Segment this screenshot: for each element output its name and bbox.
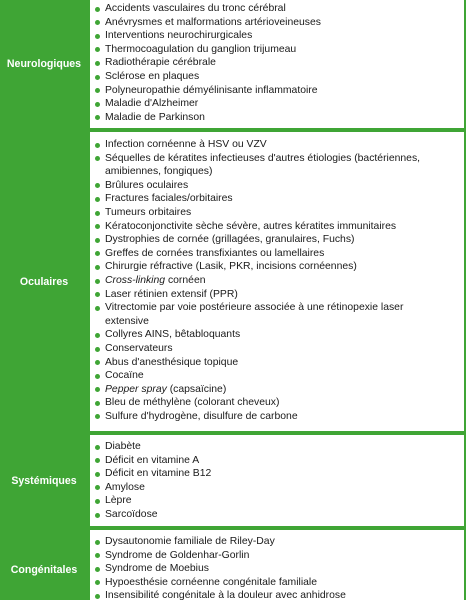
- list-item: Dysautonomie familiale de Riley-Day: [95, 535, 460, 549]
- italic-term: Cross-linking: [105, 274, 166, 286]
- list-item: Abus d'anesthésique topique: [95, 356, 460, 370]
- list-item: Insensibilité congénitale à la douleur avec anhidrose: [95, 589, 460, 600]
- category-label: Neurologiques: [0, 0, 88, 128]
- list-item: Cocaïne: [95, 369, 460, 383]
- section-neurologiques: [0, 0, 466, 128]
- category-label: Systémiques: [0, 435, 88, 526]
- list-item-text: cornéen: [167, 274, 206, 286]
- list-item: Laser rétinien extensif (PPR): [95, 288, 460, 302]
- category-items: [88, 132, 466, 431]
- category-items: [88, 0, 466, 128]
- list-item: Sulfure d'hydrogène, disulfure de carbone: [95, 410, 460, 424]
- list-item: Sclérose en plaques: [95, 70, 460, 84]
- list-item: Maladie de Parkinson: [95, 111, 460, 125]
- list-item: Déficit en vitamine B12: [95, 467, 460, 481]
- list-item: [95, 301, 460, 328]
- list-item: Hypoesthésie cornéenne congénitale familiale: [95, 576, 460, 590]
- section-systemiques: [0, 435, 466, 526]
- list-item: Kératoconjonctivite sèche sévère, autres kératites immunitaires: [95, 220, 460, 234]
- list-item: Syndrome de Goldenhar-Gorlin: [95, 549, 460, 563]
- list-item: Anévrysmes et malformations artérioveineuses: [95, 16, 460, 30]
- list-item-line: extensive: [105, 315, 149, 327]
- list-item: Dystrophies de cornée (grillagées, granulaires, Fuchs): [95, 233, 460, 247]
- section-oculaires: [0, 132, 466, 431]
- italic-term: Pepper spray: [105, 383, 167, 395]
- list-item: Brûlures oculaires: [95, 179, 460, 193]
- list-item: Lèpre: [95, 494, 460, 508]
- list-item: Interventions neurochirurgicales: [95, 29, 460, 43]
- list-item: Greffes de cornées transfixiantes ou lamellaires: [95, 247, 460, 261]
- list-item-line: Séquelles de kératites infectieuses d'autres étiologies (bactériennes,: [105, 152, 421, 164]
- list-item: Maladie d'Alzheimer: [95, 97, 460, 111]
- list-item: Chirurgie réfractive (Lasik, PKR, incisions cornéennes): [95, 260, 460, 274]
- list-item: Syndrome de Moebius: [95, 562, 460, 576]
- list-item: Sarcoïdose: [95, 508, 460, 522]
- list-item-line: Vitrectomie par voie postérieure associée à une rétinopexie laser: [105, 302, 404, 314]
- list-item: [95, 383, 460, 397]
- list-item: Amylose: [95, 481, 460, 495]
- list-item: Fractures faciales/orbitaires: [95, 192, 460, 206]
- list-item: Thermocoagulation du ganglion trijumeau: [95, 43, 460, 57]
- list-item: [95, 152, 460, 179]
- list-item: Infection cornéenne à HSV ou VZV: [95, 138, 460, 152]
- category-items: [88, 435, 466, 526]
- list-item: Collyres AINS, bêtabloquants: [95, 328, 460, 342]
- list-item: Radiothérapie cérébrale: [95, 56, 460, 70]
- category-label: Oculaires: [0, 132, 88, 431]
- list-item: Conservateurs: [95, 342, 460, 356]
- section-congenitales: [0, 530, 466, 600]
- list-item: Diabète: [95, 440, 460, 454]
- list-item: Accidents vasculaires du tronc cérébral: [95, 2, 460, 16]
- list-item-line: amibiennes, fongiques): [105, 166, 213, 178]
- list-item: Polyneuropathie démyélinisante inflammatoire: [95, 84, 460, 98]
- list-item: [95, 274, 460, 288]
- list-item: Déficit en vitamine A: [95, 454, 460, 468]
- list-item: Bleu de méthylène (colorant cheveux): [95, 396, 460, 410]
- list-item: Tumeurs orbitaires: [95, 206, 460, 220]
- category-items: [88, 530, 466, 600]
- list-item-text: (capsaïcine): [169, 383, 227, 395]
- category-label: Congénitales: [0, 530, 88, 600]
